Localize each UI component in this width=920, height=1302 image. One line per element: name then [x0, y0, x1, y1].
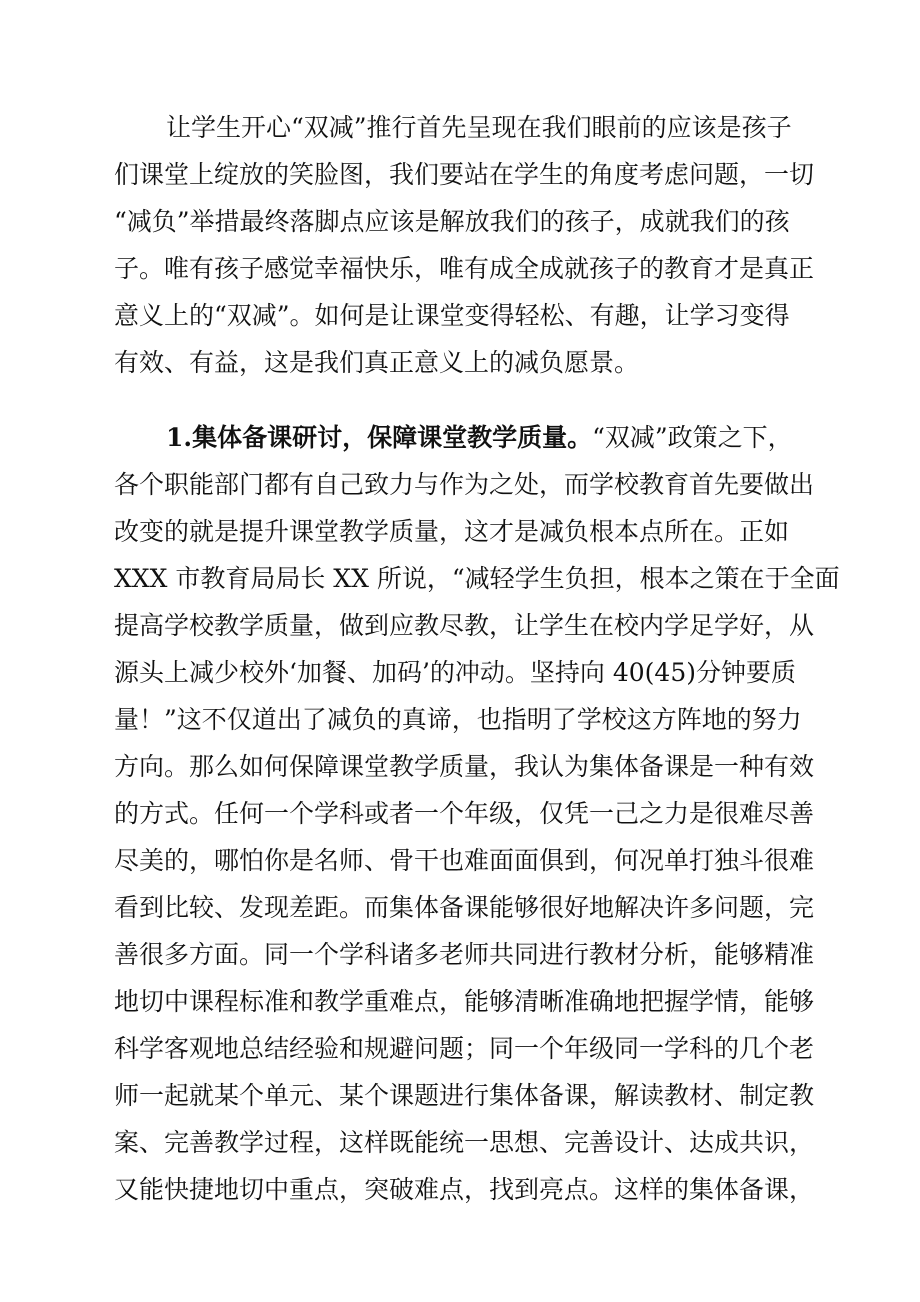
text-line: 量！”这不仅道出了减负的真谛，也指明了学校这方阵地的努力: [114, 705, 802, 734]
text-line: 看到比较、发现差距。而集体备课能够很好地解决许多问题，完: [114, 893, 815, 922]
text-line: 科学客观地总结经验和规避问题；同一个年级同一学科的几个老: [114, 1034, 815, 1063]
text-line: 又能快捷地切中重点，突破难点，找到亮点。这样的集体备课，: [114, 1175, 815, 1204]
text-line: 让学生开心“双减”推行首先呈现在我们眼前的应该是孩子: [166, 113, 792, 142]
text-line: 意义上的“双减”。如何是让课堂变得轻松、有趣，让学习变得: [114, 301, 790, 330]
text-line: 改变的就是提升课堂教学质量，这才是减负根本点所在。正如: [114, 517, 790, 546]
text-line: 提高学校教学质量，做到应教尽教，让学生在校内学足学好，从: [114, 611, 815, 640]
text-line: “减负”举措最终落脚点应该是解放我们的孩子，成就我们的孩: [114, 207, 790, 236]
paragraph-intro: [114, 104, 815, 386]
section-heading-rest: “双减”政策之下，: [592, 423, 793, 452]
text-line: 方向。那么如何保障课堂教学质量，我认为集体备课是一种有效: [114, 752, 815, 781]
text-line: 的方式。任何一个学科或者一个年级，仅凭一己之力是很难尽善: [114, 799, 815, 828]
text-line: 案、完善教学过程，这样既能统一思想、完善设计、达成共识，: [114, 1128, 815, 1157]
section-first-line: [114, 414, 794, 461]
text-line: 尽美的，哪怕你是名师、骨干也难面面俱到，何况单打独斗很难: [114, 846, 815, 875]
text-line: XXX 市教育局局长 XX 所说，“减轻学生负担，根本之策在于全面: [114, 564, 840, 593]
text-line: 有效、有益，这是我们真正意义上的减负愿景。: [114, 348, 640, 377]
text-line: 地切中课程标准和教学重难点，能够清晰准确地把握学情，能够: [114, 987, 815, 1016]
text-line: 们课堂上绽放的笑脸图，我们要站在学生的角度考虑问题，一切: [114, 160, 815, 189]
text-line: 善很多方面。同一个学科诸多老师共同进行教材分析，能够精准: [114, 940, 815, 969]
text-line: 师一起就某个单元、某个课题进行集体备课，解读教材、制定教: [114, 1081, 815, 1110]
paragraph-section-1: [114, 414, 840, 1213]
section-heading: 1.集体备课研讨，保障课堂教学质量。: [166, 423, 593, 452]
text-line: 源头上减少校外‘加餐、加码’的冲动。坚持向 40(45)分钟要质: [114, 658, 796, 687]
text-line: 子。唯有孩子感觉幸福快乐，唯有成全成就孩子的教育才是真正: [114, 254, 815, 283]
text-line: 各个职能部门都有自己致力与作为之处，而学校教育首先要做出: [114, 470, 815, 499]
